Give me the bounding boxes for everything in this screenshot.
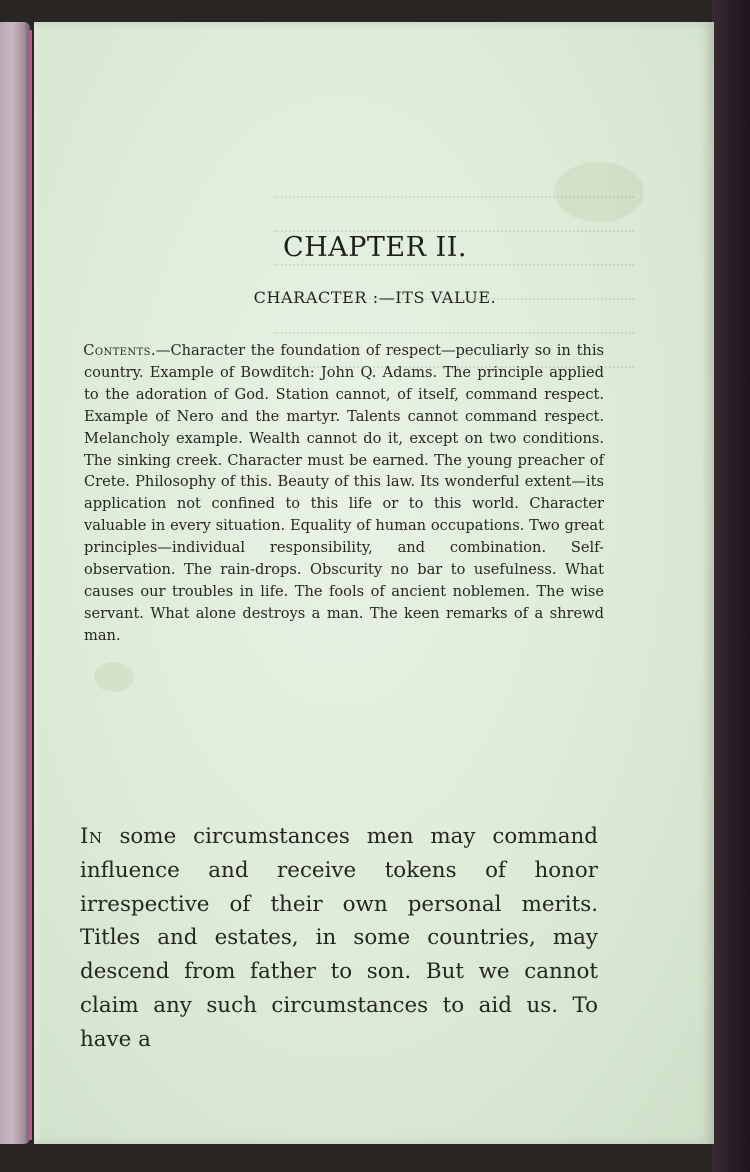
body-lead-word: In bbox=[80, 824, 103, 849]
page-edge-tint bbox=[29, 30, 32, 1140]
paper-stain bbox=[554, 162, 644, 222]
body-text: some circumstances men may command influence and receive tokens of honor irrespective of their own personal merits. Titles and estates, in some countries, may descend from father to son. But we cannot claim any such circumstances to aid us. To have a bbox=[80, 824, 598, 1052]
body-paragraph bbox=[80, 820, 598, 1057]
paper-stain bbox=[94, 662, 134, 692]
contents-label: Contents. bbox=[83, 342, 156, 359]
chapter-subtitle: CHARACTER :—ITS VALUE. bbox=[253, 288, 497, 307]
chapter-title: CHAPTER II. bbox=[283, 232, 467, 263]
contents-text: —Character the foundation of respect—peculiarly so in this country. Example of Bowditch: John Q. Adams. The principle applied to the adoration of God. Station cannot, of itself, command respect. Example of Nero and the martyr. Talents cannot command respect. Melancholy example. Wealth cannot do it, except on two conditions. The sinking creek. Character must be earned. The young preacher of Crete. Philosophy of this. Beauty of this law. Its wonderful extent—its application not confined to this life or to this world. Character valuable in every situation. Equality of human occupations. Two great principles—individual responsibility, and combination. Self-observation. The rain-drops. Obscurity no bar to usefulness. What causes our troubles in life. The fools of ancient noblemen. The wise servant. What alone destroys a man. The keen remarks of a shrewd man. bbox=[84, 342, 604, 644]
book-cover-edge bbox=[712, 0, 750, 1172]
chapter-contents bbox=[84, 340, 604, 647]
book-left-page-edge bbox=[0, 22, 30, 1144]
